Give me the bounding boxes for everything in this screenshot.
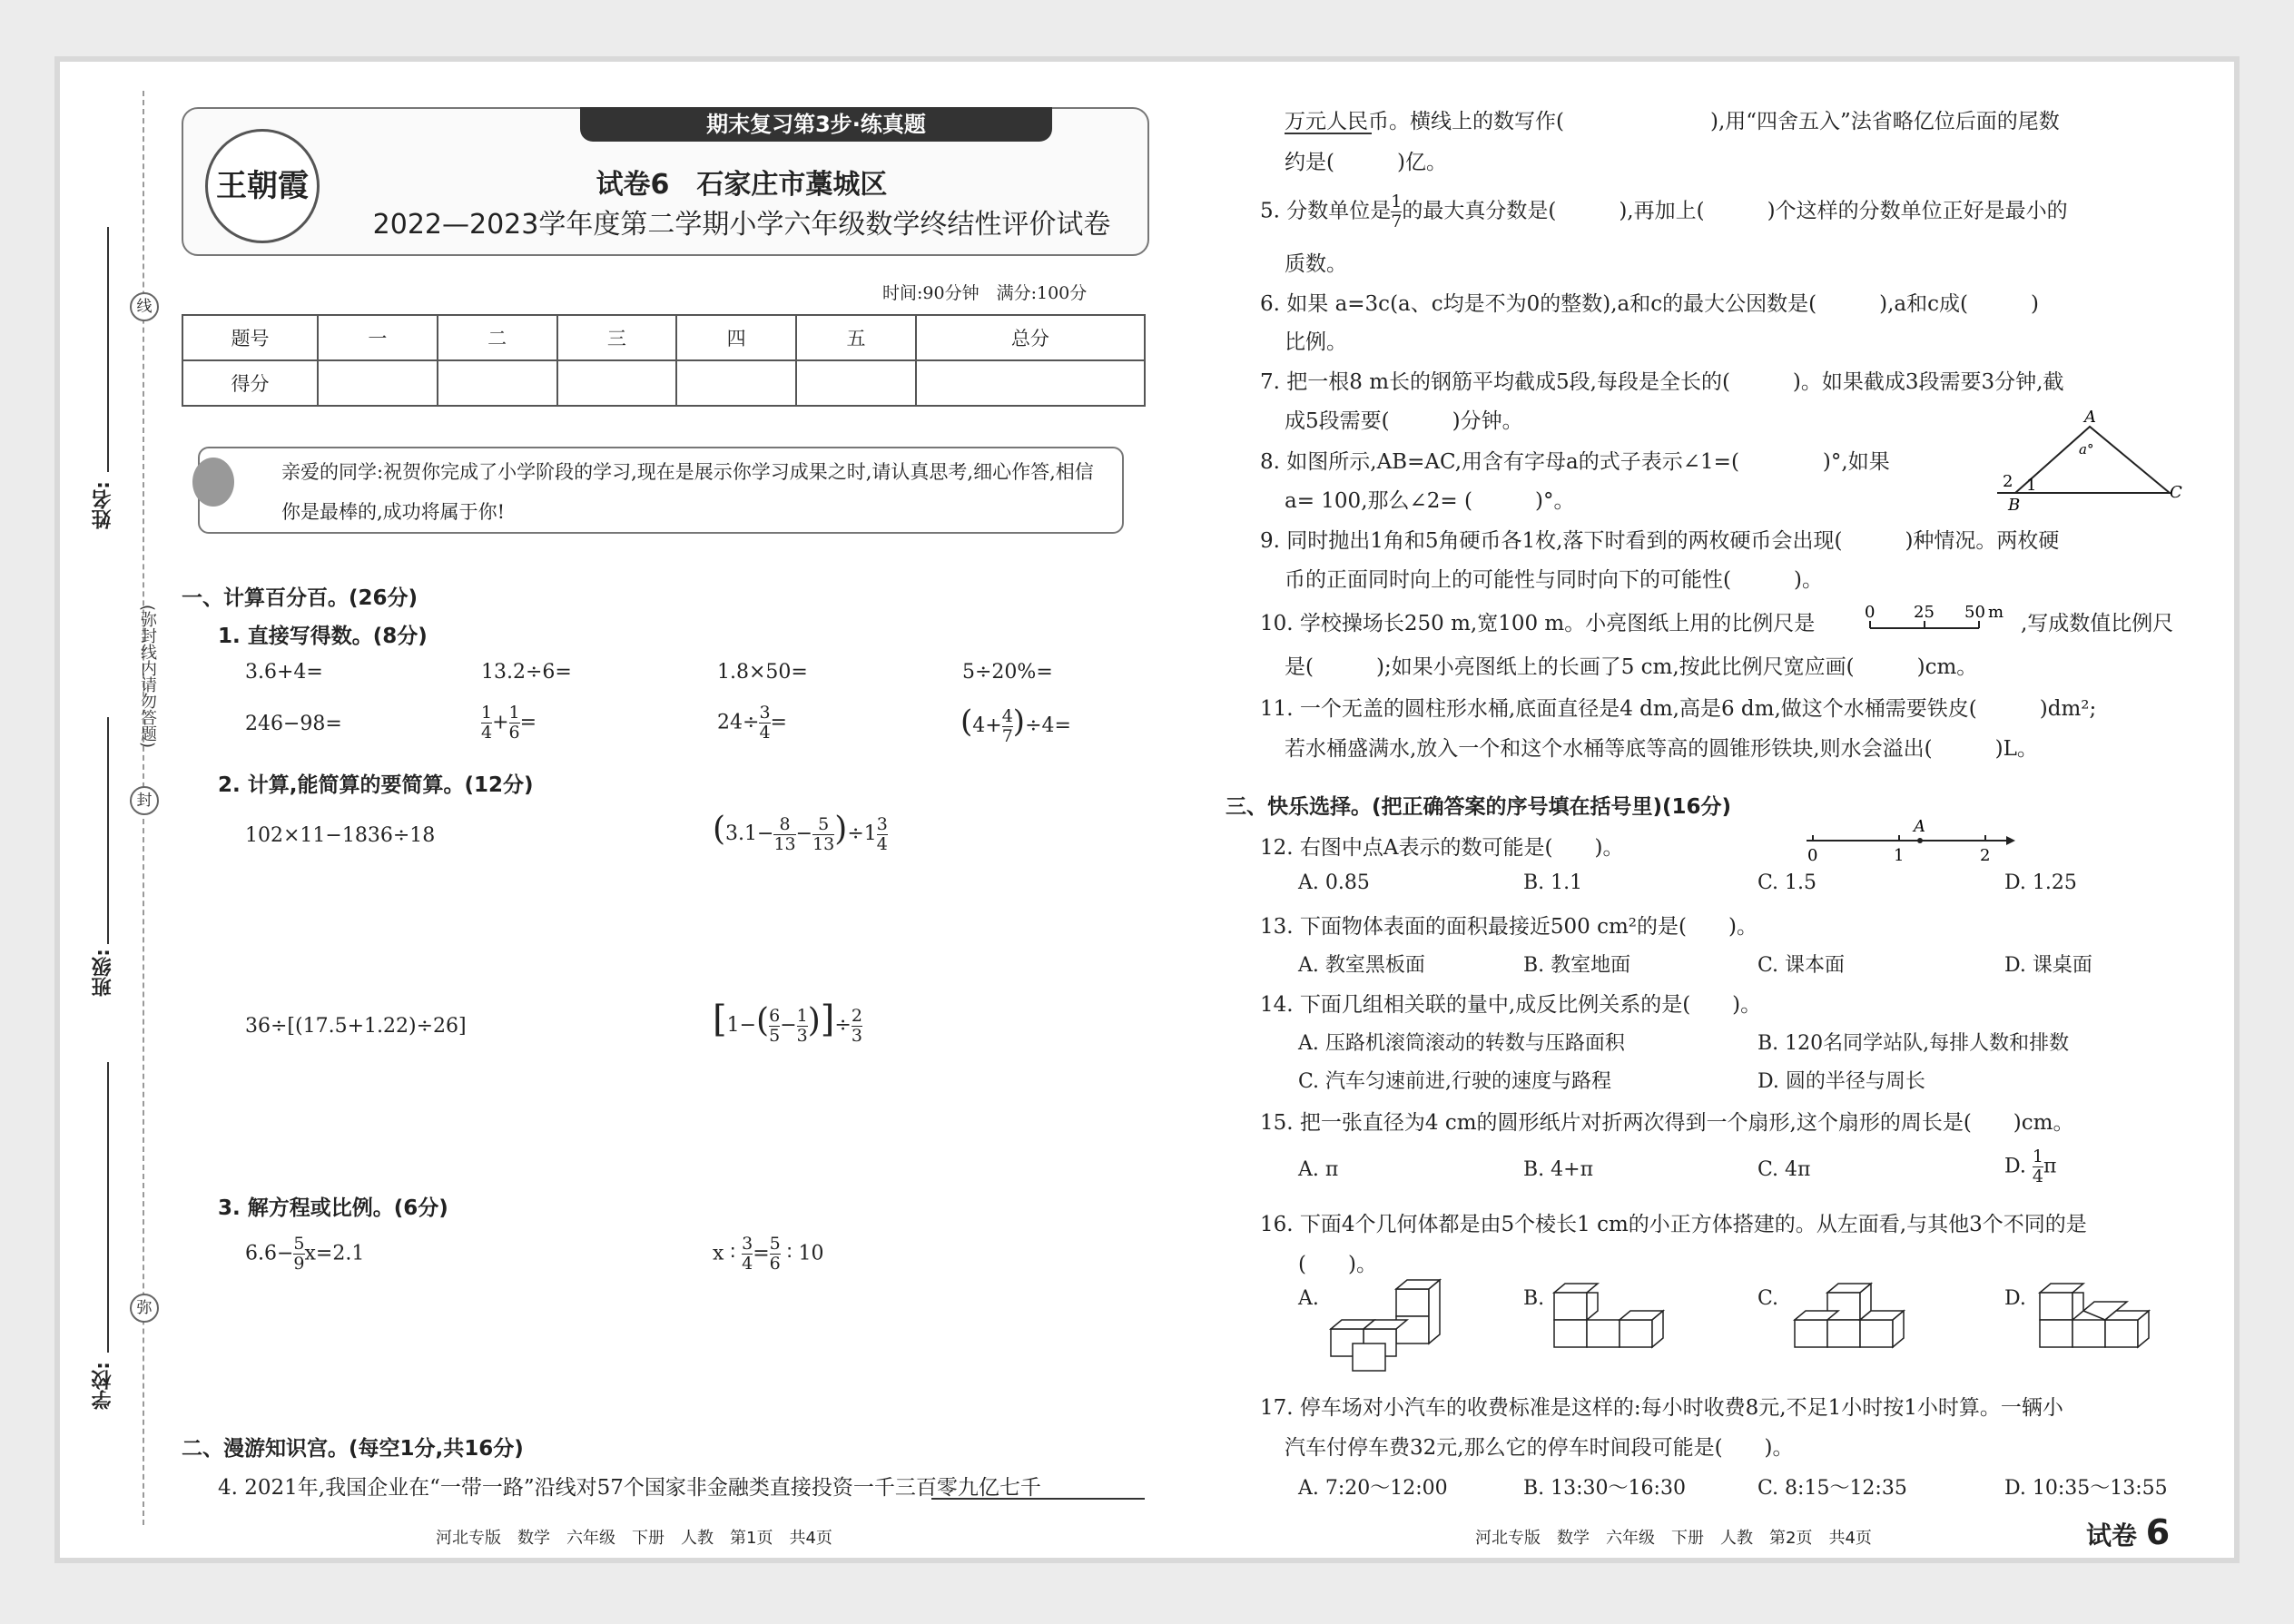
q12-number-line <box>1802 817 2020 864</box>
score-label: 得分 <box>182 360 318 406</box>
q12-option[interactable]: A. 0.85 <box>1298 871 1370 894</box>
exam-header <box>182 107 1149 256</box>
brand-logo: 王朝霞 <box>205 129 320 243</box>
score-input[interactable] <box>796 360 916 406</box>
q13-text: 13. 下面物体表面的面积最接近500 cm²的是( )。 <box>1260 915 1757 939</box>
score-input[interactable] <box>916 360 1145 406</box>
q2-item-a: 102×11−1836÷18 <box>245 824 436 847</box>
q3-item-a: 6.6− $\frac{5}{9}$ x=2.1 <box>245 1234 365 1274</box>
q15-text: 15. 把一张直径为4 cm的圆形纸片对折两次得到一个扇形,这个扇形的周长是( )cm。 <box>1260 1111 2074 1135</box>
school-label: 学校: <box>92 1362 114 1410</box>
q14-option[interactable]: A. 压路机滚筒滚动的转数与压路面积 <box>1298 1032 1625 1055</box>
name-blank[interactable] <box>107 227 109 472</box>
q17-text: 17. 停车场对小汽车的收费标准是这样的:每小时收费8元,不足1小时按1小时算。一辆小 <box>1260 1396 2063 1420</box>
q16-option[interactable]: D. <box>2004 1287 2026 1310</box>
seal-mi-mark: 弥 <box>130 1294 159 1323</box>
nl-point-a: A <box>1914 817 1925 836</box>
q1-item: 1.8×50= <box>717 661 808 684</box>
q11-text: 11. 一个无盖的圆柱形水桶,底面直径是4 dm,高是6 dm,做这个水桶需要铁皮( )dm²; <box>1260 697 2097 721</box>
q16-text: 16. 下面4个几何体都是由5个棱长1 cm的小正方体搭建的。从左面看,与其他3个不同的是 <box>1260 1213 2087 1236</box>
q5-continued: 质数。 <box>1285 252 1347 276</box>
name-label: 姓名: <box>92 481 114 529</box>
q7-continued: 成5段需要( )分钟。 <box>1285 409 1523 433</box>
q4-continued-2: 约是( )亿。 <box>1285 151 1447 174</box>
q2-title: 2. 计算,能简算的要简算。(12分) <box>218 773 534 797</box>
q1-item: 5÷20%= <box>962 661 1053 684</box>
paper-title: 试卷6 石家庄市藁城区 <box>596 169 888 201</box>
exam-sheet <box>54 56 2240 1563</box>
q4-underline-2 <box>1285 133 1372 134</box>
scale-unit: m <box>1988 603 2004 622</box>
q1-item: 3.6+4= <box>245 661 323 684</box>
q12-option[interactable]: B. 1.1 <box>1523 871 1583 894</box>
q17-option[interactable]: D. 10:35～13:55 <box>2004 1477 2168 1500</box>
q2-item-c: 36÷[(17.5+1.22)÷26] <box>245 1015 467 1038</box>
q2-item-b: (3.1− $\frac{8}{13}$ − $\frac{5}{13}$ )÷1 $\frac{3}{4}$ <box>713 811 888 854</box>
paper-subtitle: 2022—2023学年度第二学期小学六年级数学终结性评价试卷 <box>372 209 1111 241</box>
greeting-text: 亲爱的同学:祝贺你完成了小学阶段的学习,现在是展示你学习成果之时,请认真思考,细心作答,相信你是最棒的,成功将属于你! <box>281 461 1094 523</box>
q16-option[interactable]: B. <box>1523 1287 1545 1310</box>
class-label: 班级: <box>92 949 114 997</box>
q10-text-b: ,写成数值比例尺 <box>2021 612 2174 635</box>
q17-option[interactable]: C. 8:15～12:35 <box>1757 1477 1907 1500</box>
q1-fraction-sum: $\frac{1}{4}$ + $\frac{1}{6}$ = <box>481 703 537 743</box>
q1-fraction-paren: (4+ $\frac{4}{7}$ )÷4= <box>960 704 1071 746</box>
q17-option[interactable]: B. 13:30～16:30 <box>1523 1477 1686 1500</box>
q16-option[interactable]: C. <box>1757 1287 1779 1310</box>
q12-option[interactable]: C. 1.5 <box>1757 871 1817 894</box>
q1-title: 1. 直接写得数。(8分) <box>218 625 428 648</box>
q1-fraction-div: 24÷ $\frac{3}{4}$ = <box>717 703 787 743</box>
q6-text: 6. 如果 a=3c(a、c均是不为0的整数),a和c的最大公因数是( ),a和c成( ) <box>1260 292 2039 316</box>
paper-badge: 试卷 6 <box>2086 1512 2171 1552</box>
score-cell: 五 <box>796 315 916 360</box>
q12-option[interactable]: D. 1.25 <box>2004 871 2077 894</box>
score-cell: 三 <box>557 315 677 360</box>
lantern-icon <box>192 458 234 507</box>
q16-option[interactable]: A. <box>1298 1287 1319 1310</box>
footer-left: 河北专版 数学 六年级 下册 人教 第1页 共4页 <box>436 1529 832 1548</box>
q16-figure-c <box>1793 1287 1911 1378</box>
q14-option[interactable]: D. 圆的半径与周长 <box>1757 1070 1925 1093</box>
q17-option[interactable]: A. 7:20～12:00 <box>1298 1477 1448 1500</box>
q16-figure-b <box>1552 1287 1670 1378</box>
score-input[interactable] <box>676 360 796 406</box>
q3-item-b: x ∶ $\frac{3}{4}$ = $\frac{5}{6}$ ∶ 10 <box>713 1234 824 1274</box>
score-input[interactable] <box>318 360 438 406</box>
q3-title: 3. 解方程或比例。(6分) <box>218 1196 448 1220</box>
score-cell: 题号 <box>182 315 318 360</box>
score-cell: 四 <box>676 315 796 360</box>
q4-underline <box>931 1498 1145 1500</box>
score-input[interactable] <box>438 360 557 406</box>
q15-option[interactable]: D. $\frac{1}{4}$ π <box>2004 1147 2057 1186</box>
q10-text: 10. 学校操场长250 m,宽100 m。小亮图纸上用的比例尺是 <box>1260 612 1816 635</box>
q9-continued: 币的正面同时向上的可能性与同时向下的可能性( )。 <box>1285 568 1823 592</box>
q15-option[interactable]: B. 4+π <box>1523 1158 1594 1181</box>
seal-feng-mark: 封 <box>130 786 159 815</box>
section-2-title: 二、漫游知识宫。(每空1分,共16分) <box>182 1437 524 1461</box>
score-input[interactable] <box>557 360 677 406</box>
scale-tick: 25 <box>1914 603 1935 622</box>
q14-option[interactable]: C. 汽车匀速前进,行驶的速度与路程 <box>1298 1070 1612 1093</box>
fig-label-angle-a: a° <box>2079 441 2094 458</box>
q9-text: 9. 同时抛出1角和5角硬币各1枚,落下时看到的两枚硬币会出现( )种情况。两枚硬 <box>1260 529 2060 553</box>
scale-tick: 0 <box>1865 603 1876 622</box>
score-value-row <box>182 360 1145 406</box>
time-info: 时间:90分钟 满分:100分 <box>882 283 1088 303</box>
q5-text: 5. 分数单位是 $\frac{1}{7}$ 的最大真分数是( ),再加上( )个这样的分数单位正好是最小的 <box>1260 192 2068 231</box>
q12-text: 12. 右图中点A表示的数可能是( )。 <box>1260 836 1624 860</box>
score-header-row <box>182 315 1145 360</box>
section-1-title: 一、计算百分百。(26分) <box>182 586 418 610</box>
q8-continued: a= 100,那么∠2= ( )°。 <box>1285 489 1575 513</box>
q16-continued: ( )。 <box>1298 1253 1377 1276</box>
footer-right: 河北专版 数学 六年级 下册 人教 第2页 共4页 <box>1475 1529 1872 1548</box>
score-cell: 一 <box>318 315 438 360</box>
fig-label-a: A <box>2084 408 2096 427</box>
review-banner: 期末复习第3步·练真题 <box>580 107 1052 142</box>
fig-label-c: C <box>2170 483 2182 502</box>
q1-item: 13.2÷6= <box>481 661 572 684</box>
q8-text: 8. 如图所示,AB=AC,用含有字母a的式子表示∠1=( )°,如果 <box>1260 450 1890 474</box>
q13-option[interactable]: B. 教室地面 <box>1523 954 1631 977</box>
q16-figure-d <box>2038 1287 2156 1378</box>
q13-option[interactable]: C. 课本面 <box>1757 954 1846 977</box>
section-3-title: 三、快乐选择。(把正确答案的序号填在括号里)(16分) <box>1226 795 1732 819</box>
score-table <box>182 314 1146 407</box>
q1-item: 246−98= <box>245 713 342 735</box>
seal-note: (弥封线内请勿答题) <box>138 604 157 749</box>
q2-item-d: [1−( $\frac{6}{5}$ − $\frac{1}{3}$ )]÷ $\frac{2}{3}$ <box>713 999 862 1046</box>
q10-continued: 是( );如果小亮图纸上的长画了5 cm,按此比例尺宽应画( )cm。 <box>1285 655 1978 679</box>
q15-option[interactable]: C. 4π <box>1757 1158 1811 1181</box>
q13-option[interactable]: A. 教室黑板面 <box>1298 954 1425 977</box>
q10-scale-bar <box>1861 601 2033 637</box>
greeting-box <box>198 447 1124 534</box>
q8-triangle-figure <box>1988 407 2182 515</box>
nl-tick: 1 <box>1894 846 1905 865</box>
scale-tick: 50 <box>1964 603 1985 622</box>
q7-text: 7. 把一根8 m长的钢筋平均截成5段,每段是全长的( )。如果截成3段需要3分钟,截 <box>1260 370 2064 394</box>
seal-line-mark: 线 <box>130 292 159 321</box>
q17-continued: 汽车付停车费32元,那么它的停车时间段可能是( )。 <box>1285 1436 1794 1460</box>
q16-figure-a <box>1330 1287 1448 1378</box>
score-cell: 总分 <box>916 315 1145 360</box>
q11-continued: 若水桶盛满水,放入一个和这个水桶等底等高的圆锥形铁块,则水会溢出( )L。 <box>1285 737 2038 761</box>
score-cell: 二 <box>438 315 557 360</box>
nl-tick: 2 <box>1980 846 1991 865</box>
class-blank[interactable] <box>107 717 109 944</box>
fig-label-1: 1 <box>2026 476 2037 495</box>
q15-option[interactable]: A. π <box>1298 1158 1339 1181</box>
q14-option[interactable]: B. 120名同学站队,每排人数和排数 <box>1757 1032 2070 1055</box>
nl-tick: 0 <box>1807 846 1818 865</box>
q4-continued: 万元人民币。横线上的数写作( ),用“四舍五入”法省略亿位后面的尾数 <box>1285 110 2060 133</box>
q4-text: 4. 2021年,我国企业在“一带一路”沿线对57个国家非金融类直接投资一千三百零九亿七千 <box>218 1476 1041 1500</box>
fig-label-b: B <box>2008 496 2021 515</box>
school-blank[interactable] <box>107 1062 109 1353</box>
q13-option[interactable]: D. 课桌面 <box>2004 954 2092 977</box>
q6-continued: 比例。 <box>1285 330 1347 354</box>
q14-text: 14. 下面几组相关联的量中,成反比例关系的是( )。 <box>1260 993 1762 1017</box>
fig-label-2: 2 <box>2003 472 2013 491</box>
